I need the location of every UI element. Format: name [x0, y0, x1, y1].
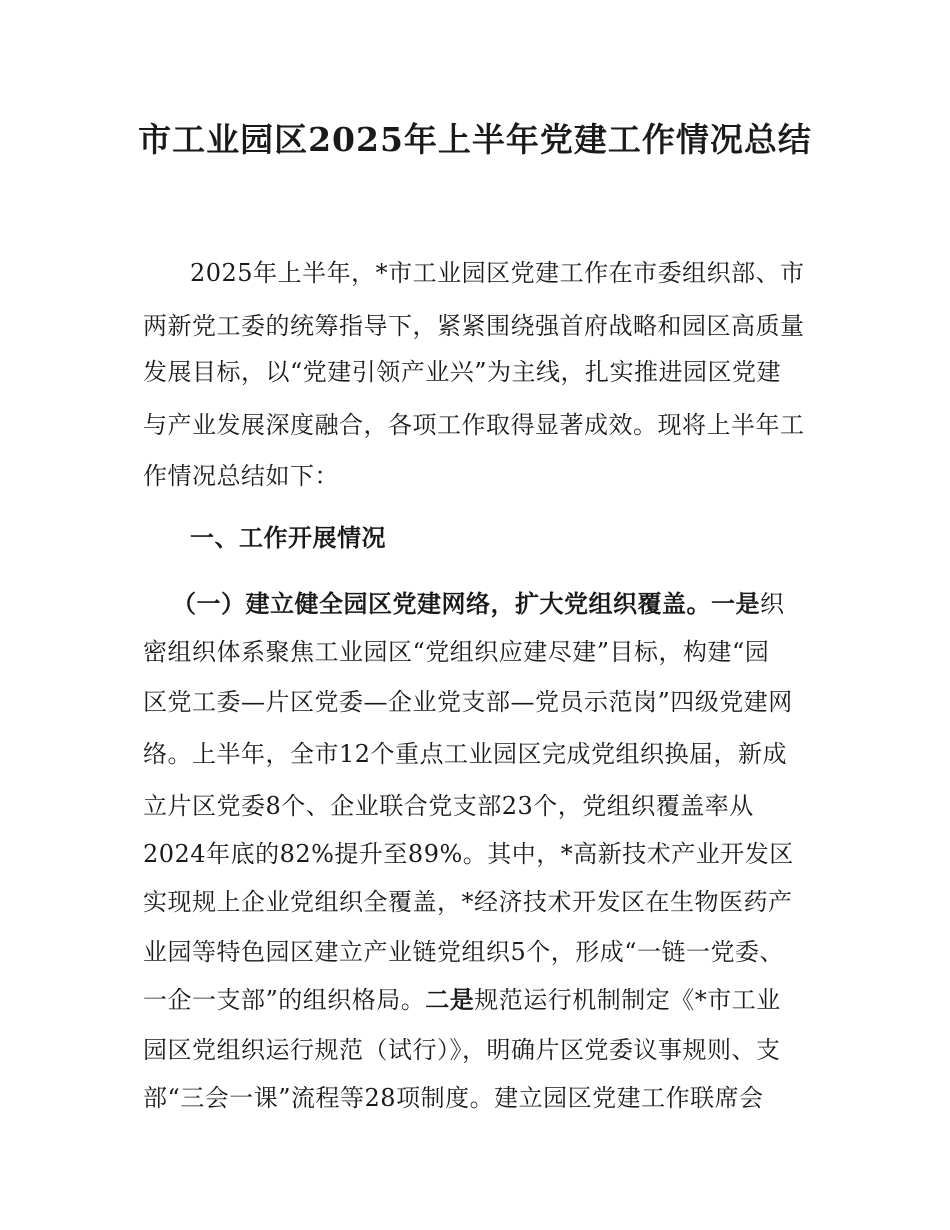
- paragraph-line: 与产业发展深度融合，各项工作取得显著成效。现将上半年工: [143, 411, 805, 439]
- paragraph-line: 两新党工委的统筹指导下，紧紧围绕强首府战略和园区高质量: [143, 312, 805, 340]
- lead-marker: 一是: [711, 590, 760, 618]
- text-run: 一企一支部”的组织格局。: [143, 986, 426, 1014]
- paragraph-line: 园区党组织运行规范（试行）》，明确片区党委议事规则、支: [143, 1036, 781, 1064]
- subsection-heading: （一）建立健全园区党建网络，扩大党组织覆盖。: [172, 590, 711, 618]
- text-run: 织: [760, 590, 785, 618]
- paragraph-line: 密组织体系聚焦工业园区“党组织应建尽建”目标，构建“园: [143, 638, 770, 666]
- paragraph-line: 业园等特色园区建立产业链党组织5个，形成“一链一党委、: [143, 938, 785, 966]
- paragraph-line: 发展目标，以“党建引领产业兴”为主线，扎实推进园区党建: [143, 358, 782, 386]
- paragraph-line: 2024年底的82%提升至89%。其中，*高新技术产业开发区: [143, 840, 794, 868]
- paragraph-line: [143, 984, 781, 1016]
- paragraph-line: 作情况总结如下：: [143, 462, 339, 490]
- lead-marker: 二是: [425, 986, 475, 1014]
- paragraph-line: 区党工委—片区党委—企业党支部—党员示范岗”四级党建网: [143, 688, 793, 716]
- paragraph-line: 部“三会一课”流程等28项制度。建立园区党建工作联席会: [143, 1084, 764, 1112]
- document-title: 市工业园区2025年上半年党建工作情况总结: [138, 120, 812, 159]
- section-heading: 一、工作开展情况: [190, 524, 386, 552]
- paragraph-line: 立片区党委8个、企业联合党支部23个，党组织覆盖率从: [143, 792, 754, 820]
- paragraph-line: 2025年上半年，*市工业园区党建工作在市委组织部、市: [190, 259, 805, 287]
- text-run: 规范运行机制制定《*市工业: [474, 986, 781, 1014]
- paragraph-line: 络。上半年，全市12个重点工业园区完成党组织换届，新成: [143, 740, 788, 768]
- paragraph-line: [172, 588, 785, 620]
- paragraph-line: 实现规上企业党组织全覆盖，*经济技术开发区在生物医药产: [143, 888, 793, 916]
